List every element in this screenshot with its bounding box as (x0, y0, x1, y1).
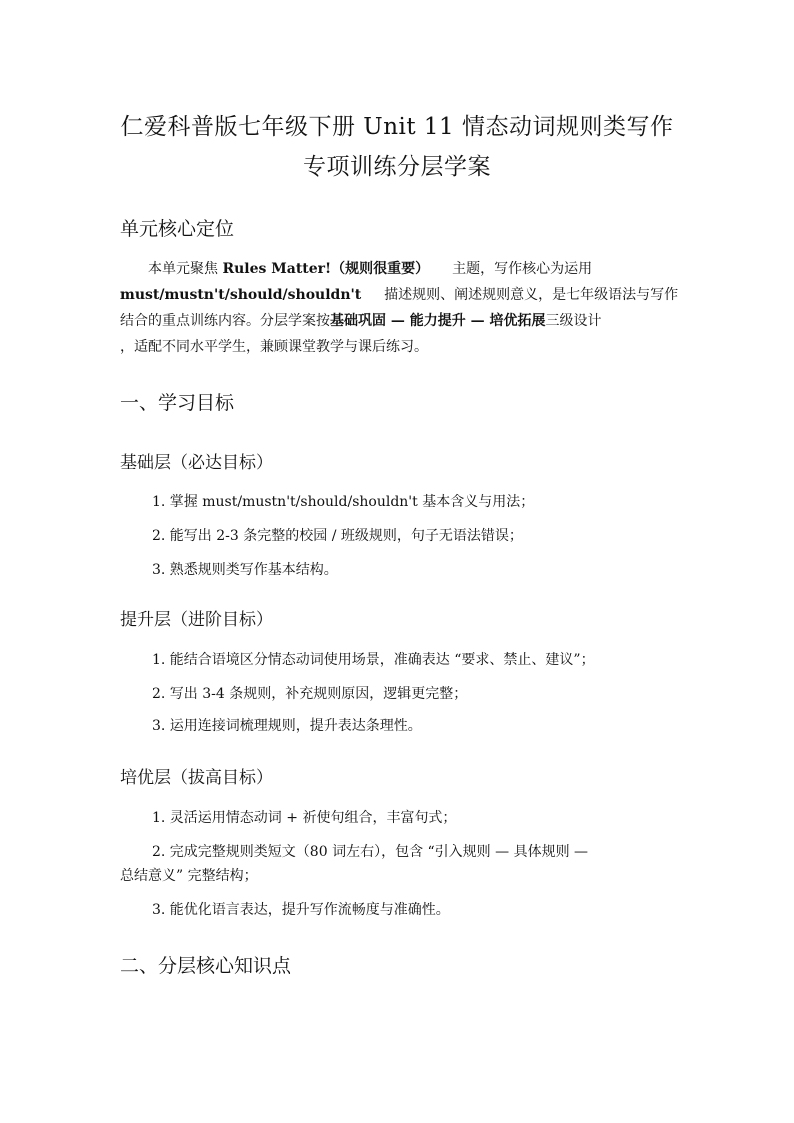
text-segment: 描述规则、阐述规则意义，是七年级语法与写作 (384, 287, 679, 303)
document-title-line-2: 专项训练分层学案 (303, 154, 491, 180)
list-item: 1. 能结合语境区分情态动词使用场景，准确表达 “要求、禁止、建议”； (152, 652, 595, 668)
list-item: 1. 灵活运用情态动词 + 祈使句组合，丰富句式； (152, 810, 457, 826)
list-item-continuation: 总结意义” 完整结构； (120, 868, 258, 884)
text-segment: 主题，写作核心为运用 (452, 261, 593, 277)
list-item: 2. 完成完整规则类短文（80 词左右），包含 “引入规则 — 具体规则 — (152, 844, 589, 860)
heading-learning-goals: 一、学习目标 (120, 392, 235, 414)
list-item: 3. 能优化语言表达，提升写作流畅度与准确性。 (152, 902, 450, 918)
list-item: 2. 能写出 2-3 条完整的校园 / 班级规则，句子无语法错误； (152, 528, 523, 544)
document-title-line-1: 仁爱科普版七年级下册 Unit 11 情态动词规则类写作 (120, 114, 674, 140)
heading-unit-core: 单元核心定位 (120, 218, 235, 240)
heading-advanced-level: 提升层（进阶目标） (120, 610, 273, 630)
paragraph-line-1 (120, 256, 680, 282)
bold-theme: Rules Matter!（规则很重要） (222, 261, 430, 277)
paragraph-line-3 (120, 308, 680, 334)
paragraph-line-4: ，适配不同水平学生，兼顾课堂教学与课后练习。 (120, 339, 428, 355)
heading-excellent-level: 培优层（拔高目标） (120, 768, 273, 788)
bold-modal-verbs: must/mustn't/should/shouldn't (120, 287, 362, 303)
text-segment: 三级设计 (545, 313, 602, 329)
heading-core-knowledge: 二、分层核心知识点 (120, 955, 292, 977)
list-item: 1. 掌握 must/mustn't/should/shouldn't 基本含义与用法； (152, 494, 535, 510)
text-segment: 本单元聚焦 (148, 261, 218, 277)
list-item: 3. 熟悉规则类写作基本结构。 (152, 562, 338, 578)
bold-levels: 基础巩固 — 能力提升 — 培优拓展 (330, 313, 546, 329)
text-segment: 结合的重点训练内容。分层学案按 (120, 313, 330, 329)
unit-core-paragraph (120, 256, 680, 360)
list-item: 2. 写出 3-4 条规则，补充规则原因，逻辑更完整； (152, 686, 468, 702)
paragraph-line-2 (120, 282, 680, 308)
heading-basic-level: 基础层（必达目标） (120, 453, 273, 473)
list-item: 3. 运用连接词梳理规则，提升表达条理性。 (152, 718, 422, 734)
